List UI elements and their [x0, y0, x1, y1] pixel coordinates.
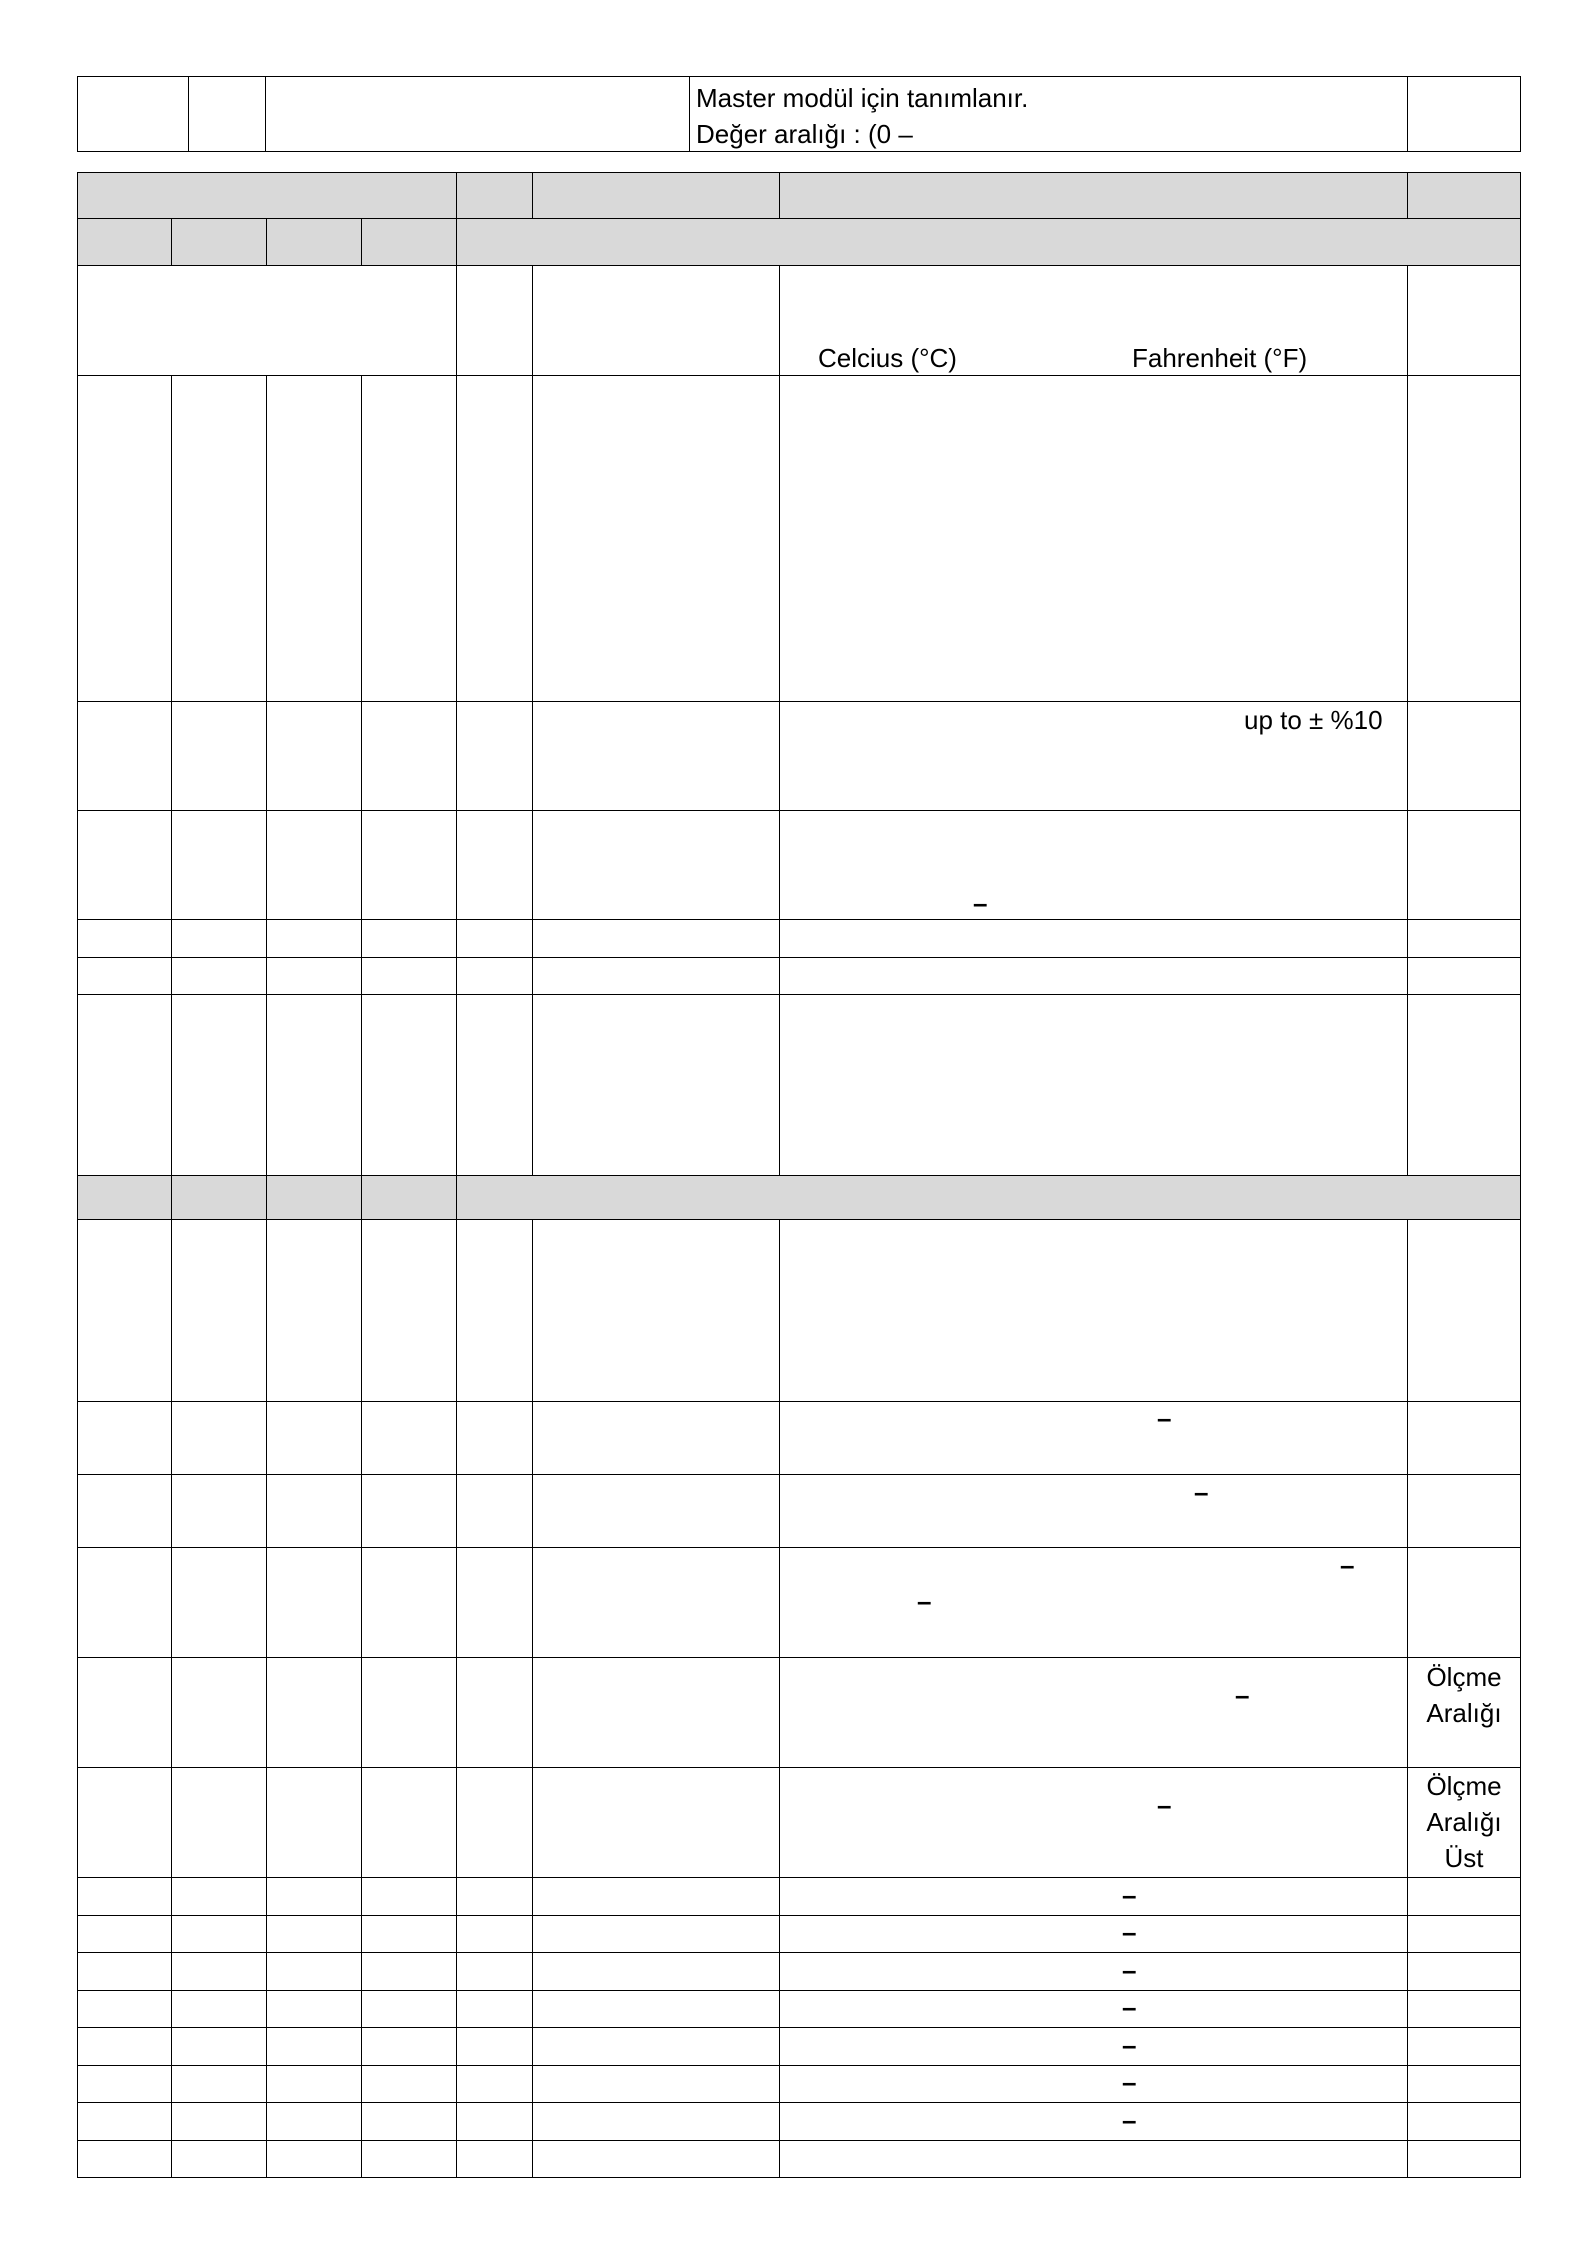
- measure-range-label-1: Ölçme: [1426, 1662, 1502, 1692]
- table-cell: [77, 1990, 172, 2028]
- table-cell: [171, 810, 267, 920]
- header-cell: [1407, 172, 1521, 219]
- table-cell: [456, 2065, 533, 2103]
- table-cell: [779, 1767, 1408, 1878]
- table-cell: [532, 1915, 780, 1953]
- table-cell: [532, 1657, 780, 1768]
- table-cell: [532, 1990, 780, 2028]
- table-cell: [77, 919, 172, 958]
- table-cell: [361, 1915, 457, 1953]
- table-cell: [532, 701, 780, 811]
- table-cell: [532, 375, 780, 702]
- table-cell: [266, 2065, 362, 2103]
- header-cell: [779, 172, 1408, 219]
- header-cell: [361, 218, 457, 266]
- table-cell: [456, 1547, 533, 1658]
- table-cell: [77, 1547, 172, 1658]
- table-cell: [456, 919, 533, 958]
- table-cell: [779, 810, 1408, 920]
- table-cell: [532, 1767, 780, 1878]
- table-cell: [266, 1767, 362, 1878]
- table-cell: [532, 1952, 780, 1991]
- table-cell: [361, 375, 457, 702]
- section-header-cell: [456, 1175, 1521, 1220]
- table-cell: [171, 1990, 267, 2028]
- table-cell: [77, 1219, 172, 1402]
- dash-mark: –: [1194, 1477, 1209, 1507]
- table-cell: [779, 2065, 1408, 2103]
- table-cell: [77, 810, 172, 920]
- table-cell: [266, 1952, 362, 1991]
- measure-range-label-2: Aralığı: [1426, 1698, 1502, 1728]
- table-cell: [779, 1547, 1408, 1658]
- dash-mark: –: [1122, 1880, 1137, 1910]
- table-cell: [171, 1657, 267, 1768]
- table-cell: [77, 2065, 172, 2103]
- dash-mark: –: [1157, 1790, 1172, 1820]
- table-cell: [1407, 76, 1521, 152]
- table-cell: [266, 1657, 362, 1768]
- measure-range-upper-label-1: Ölçme: [1426, 1771, 1502, 1801]
- table-cell: [77, 1401, 172, 1475]
- table-cell: [456, 994, 533, 1176]
- table-cell: [456, 2140, 533, 2178]
- table-cell: [779, 1915, 1408, 1953]
- table-cell: [532, 810, 780, 920]
- table-cell: [532, 957, 780, 995]
- table-cell: [532, 2027, 780, 2066]
- table-cell: [779, 1219, 1408, 1402]
- header-cell: [77, 1175, 172, 1220]
- dash-mark: –: [1122, 2030, 1137, 2060]
- table-cell: [1407, 1219, 1521, 1402]
- table-cell: [1407, 2102, 1521, 2141]
- table-cell: [1407, 265, 1521, 376]
- table-cell: [1407, 994, 1521, 1176]
- dash-mark: –: [1122, 1992, 1137, 2022]
- table-cell: [266, 701, 362, 811]
- table-cell: [361, 1401, 457, 1475]
- fahrenheit-label: Fahrenheit (°F): [1132, 343, 1308, 373]
- table-cell: [779, 1990, 1408, 2028]
- table-cell: [456, 1474, 533, 1548]
- dash-mark: –: [1122, 2105, 1137, 2135]
- table-cell: [456, 957, 533, 995]
- table-cell: [532, 1547, 780, 1658]
- table-cell: [361, 1990, 457, 2028]
- table-cell: [171, 1547, 267, 1658]
- header-cell: [77, 218, 172, 266]
- table-cell: [456, 810, 533, 920]
- table-cell: [171, 957, 267, 995]
- table-cell: [77, 1657, 172, 1768]
- table-cell: [171, 2140, 267, 2178]
- dash-mark: –: [917, 1586, 932, 1616]
- table-cell: [1407, 701, 1521, 811]
- measure-range-upper-label-3: Üst: [1444, 1843, 1484, 1873]
- table-cell: [171, 919, 267, 958]
- table-cell: [1407, 1401, 1521, 1475]
- celsius-label: Celcius (°C): [818, 343, 957, 373]
- table-cell: [532, 994, 780, 1176]
- table-cell: [361, 1219, 457, 1402]
- table-cell: [532, 2140, 780, 2178]
- table-cell: [532, 1877, 780, 1916]
- table-cell: [77, 1877, 172, 1916]
- table-cell: [532, 1474, 780, 1548]
- table-cell: [361, 2065, 457, 2103]
- table-cell: [266, 1401, 362, 1475]
- header-cell: [77, 172, 457, 219]
- table-cell: [532, 2102, 780, 2141]
- header-cell: [456, 172, 533, 219]
- table-cell: [266, 1474, 362, 1548]
- table-cell: [171, 2102, 267, 2141]
- table-cell: [171, 1877, 267, 1916]
- table-cell: [266, 2140, 362, 2178]
- table-cell: [361, 1767, 457, 1878]
- table-cell: [171, 994, 267, 1176]
- table-cell: [1407, 1547, 1521, 1658]
- header-cell: [171, 218, 267, 266]
- table-cell: [361, 919, 457, 958]
- table-cell: [532, 2065, 780, 2103]
- table-cell: [77, 701, 172, 811]
- table-cell: [266, 957, 362, 995]
- table-cell: [532, 265, 780, 376]
- table-cell: [1407, 2027, 1521, 2066]
- dash-mark: –: [1122, 1955, 1137, 1985]
- table-cell: [779, 1877, 1408, 1916]
- table-cell: [77, 994, 172, 1176]
- header-cell: [266, 1175, 362, 1220]
- table-cell: [1407, 2140, 1521, 2178]
- table-cell: [779, 994, 1408, 1176]
- table-cell: [361, 1877, 457, 1916]
- table-cell: [266, 2102, 362, 2141]
- table-cell: [361, 810, 457, 920]
- header-cell: [361, 1175, 457, 1220]
- measure-range-upper-label-2: Aralığı: [1426, 1807, 1502, 1837]
- table-cell: [1407, 1915, 1521, 1953]
- table-cell: [171, 701, 267, 811]
- section-header-cell: [456, 218, 1521, 266]
- dash-mark: –: [1122, 1917, 1137, 1947]
- table-cell: [265, 76, 690, 152]
- table-cell: [779, 1401, 1408, 1475]
- table-cell: [456, 1877, 533, 1916]
- table-cell: [456, 1767, 533, 1878]
- table-cell: [77, 1767, 172, 1878]
- table-cell: [456, 265, 533, 376]
- table-cell: [532, 1219, 780, 1402]
- table-cell: [361, 994, 457, 1176]
- table-cell: [779, 2027, 1408, 2066]
- table-cell: [456, 1990, 533, 2028]
- table-cell: [361, 701, 457, 811]
- table-cell: [77, 1952, 172, 1991]
- table-cell: [266, 1990, 362, 2028]
- table-cell: [1407, 1990, 1521, 2028]
- dash-mark: –: [1157, 1403, 1172, 1433]
- table-cell: [779, 1952, 1408, 1991]
- tolerance-text: up to ± %10: [1244, 705, 1383, 735]
- table-cell: [779, 919, 1408, 958]
- table-cell: [456, 1952, 533, 1991]
- table-cell: [77, 1474, 172, 1548]
- table-cell: [77, 1915, 172, 1953]
- table-cell: [361, 1547, 457, 1658]
- table-cell: [77, 2027, 172, 2066]
- table-cell: [361, 1952, 457, 1991]
- table-cell: [779, 2140, 1408, 2178]
- table-cell: [1407, 1474, 1521, 1548]
- table-cell: [456, 1657, 533, 1768]
- table-cell: [361, 2140, 457, 2178]
- table-cell: [171, 1474, 267, 1548]
- table-cell: [266, 1547, 362, 1658]
- table-cell: [1407, 2065, 1521, 2103]
- table-cell: [779, 957, 1408, 995]
- table-cell: [171, 1952, 267, 1991]
- table-cell: [361, 957, 457, 995]
- table-cell: [532, 919, 780, 958]
- table-cell: [1407, 919, 1521, 958]
- table-cell: [1407, 957, 1521, 995]
- table-cell: [361, 2102, 457, 2141]
- table-cell: [266, 810, 362, 920]
- table-cell: [266, 2027, 362, 2066]
- table-cell: [1407, 1952, 1521, 1991]
- table-cell: [266, 994, 362, 1176]
- table-cell: [171, 1219, 267, 1402]
- table-cell: [77, 2102, 172, 2141]
- description-line-2: Değer aralığı : (0 –: [696, 119, 913, 149]
- dash-mark: –: [973, 888, 988, 918]
- header-cell: [171, 1175, 267, 1220]
- table-cell: [456, 375, 533, 702]
- table-cell: [171, 1401, 267, 1475]
- table-cell: [779, 1474, 1408, 1548]
- table-cell: [266, 1915, 362, 1953]
- table-cell: [77, 2140, 172, 2178]
- table-cell: [779, 2102, 1408, 2141]
- table-cell: [266, 919, 362, 958]
- table-cell: [779, 1657, 1408, 1768]
- dash-mark: –: [1235, 1680, 1250, 1710]
- table-cell: [361, 1657, 457, 1768]
- table-cell: [77, 76, 189, 152]
- table-cell: [77, 265, 457, 376]
- table-cell: [456, 701, 533, 811]
- description-line-1: Master modül için tanımlanır.: [696, 83, 1029, 113]
- table-cell: [266, 1877, 362, 1916]
- header-cell: [266, 218, 362, 266]
- table-cell: [456, 1915, 533, 1953]
- table-cell: [266, 1219, 362, 1402]
- table-cell: [361, 1474, 457, 1548]
- table-cell: [171, 375, 267, 702]
- table-cell: [456, 2102, 533, 2141]
- table-cell: [456, 1401, 533, 1475]
- table-cell: [779, 375, 1408, 702]
- table-cell: [532, 1401, 780, 1475]
- table-cell: [1407, 375, 1521, 702]
- table-cell: [188, 76, 266, 152]
- table-cell: [456, 2027, 533, 2066]
- table-cell: [1407, 1877, 1521, 1916]
- table-cell: [171, 1915, 267, 1953]
- table-cell: [171, 1767, 267, 1878]
- table-cell: [171, 2065, 267, 2103]
- dash-mark: –: [1340, 1550, 1355, 1580]
- table-cell: [361, 2027, 457, 2066]
- table-cell: [77, 375, 172, 702]
- table-cell: [266, 375, 362, 702]
- dash-mark: –: [1122, 2067, 1137, 2097]
- table-cell: [77, 957, 172, 995]
- table-cell: [456, 1219, 533, 1402]
- header-cell: [532, 172, 780, 219]
- table-cell: [1407, 810, 1521, 920]
- table-cell: [171, 2027, 267, 2066]
